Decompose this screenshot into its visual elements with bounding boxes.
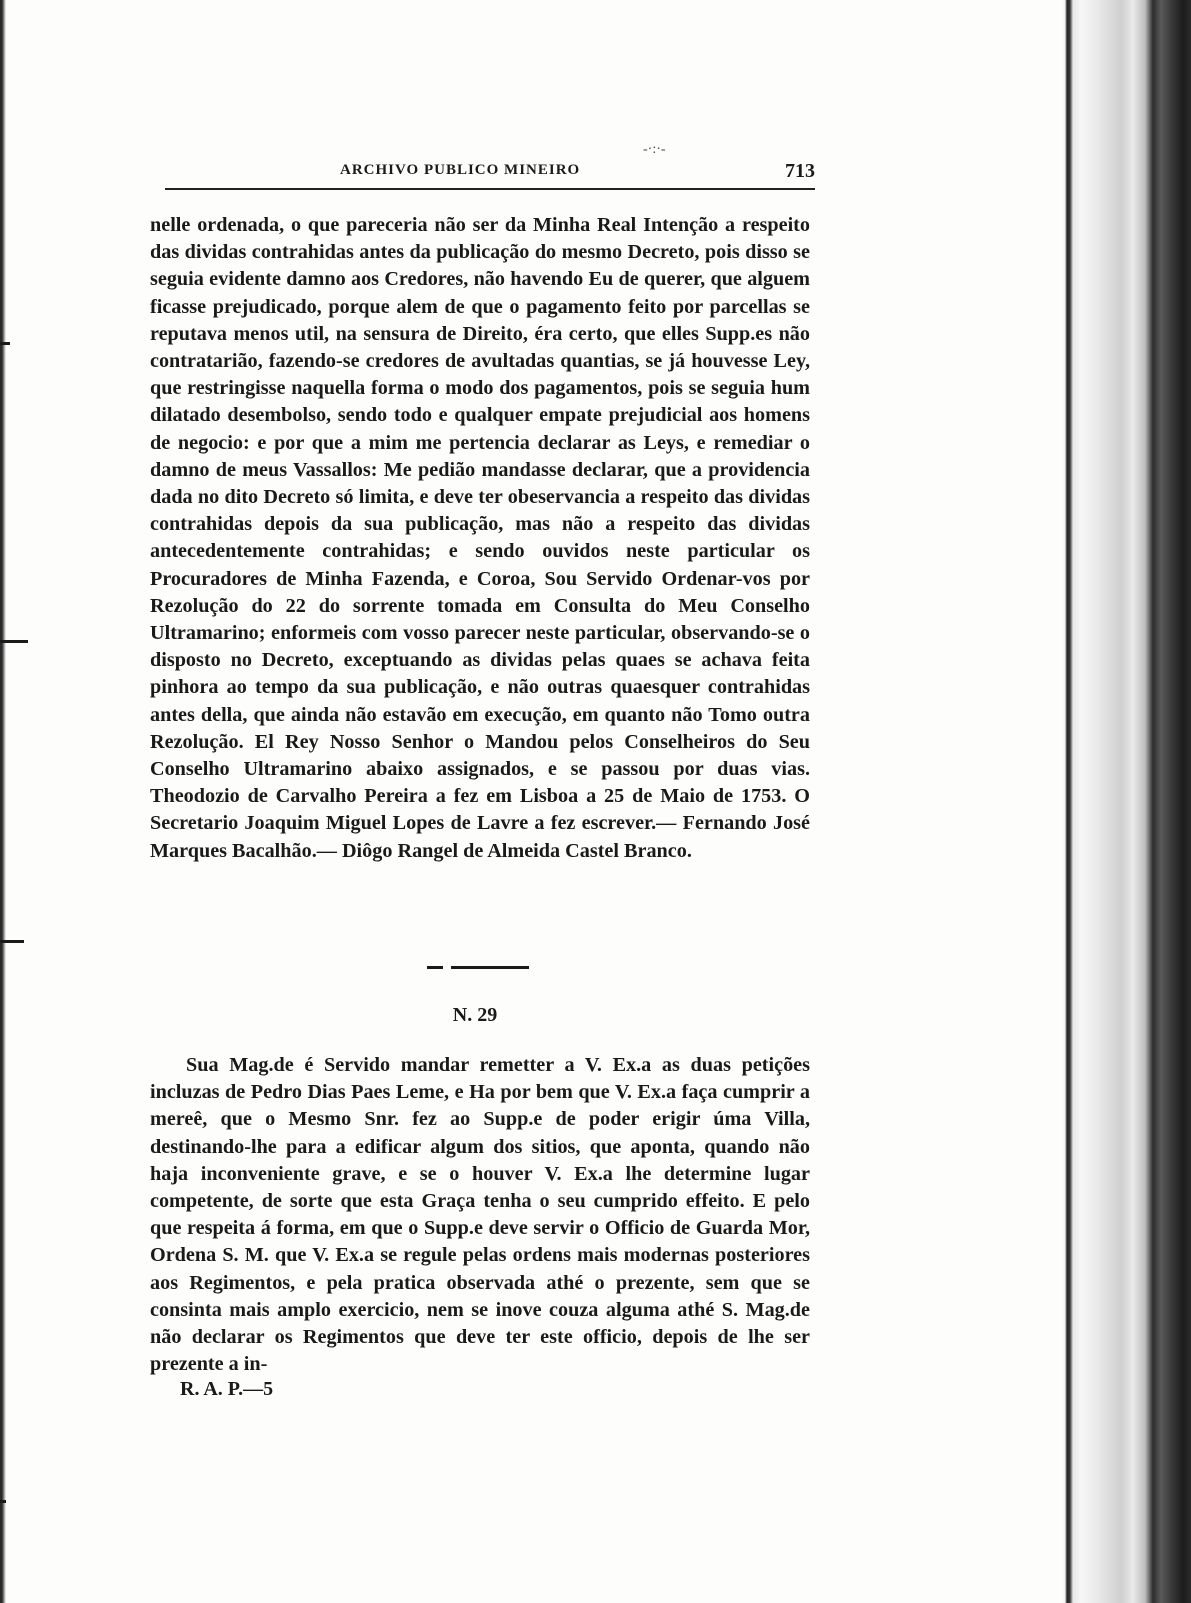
scan-edge-mark	[0, 940, 24, 943]
book-binding-edge	[1061, 0, 1191, 1603]
separator-dash	[427, 966, 443, 969]
scan-edge-mark	[0, 640, 28, 643]
signature-mark: R. A. P.—5	[180, 1378, 274, 1400]
document-number: N. 29	[452, 1004, 498, 1026]
page-header	[165, 142, 815, 190]
paragraph: nelle ordenada, o que pareceria não ser da Minha Real Intenção a respeito das dividas contrahidas antes da publicação do mesmo Decreto, pois disso se seguia evidente damno aos Credores, não havendo Eu de querer, que alguem ficasse prejudicado, porque alem de que o pagamento feito por parcellas se reputava menos util, na sensura de Direito, éra certo, que elles Supp.es não contratarião, fazendo-se credores de avultadas quantias, se já houvesse Ley, que restringisse naquella forma o modo dos pagamentos, pois se seguia hum dilatado desembolso, sendo todo e qualquer empate prejudicial aos homens de negocio: e por que a mim me pertencia declarar as Leys, e remediar o damno de meus Vassallos: Me pedião mandasse declarar, que a providencia dada no dito Decreto só limita, e deve ter obeservancia a respeito das dividas contrahidas depois da sua publicação, mas não a respeito das dividas antecedentemente contrahidas; e sendo ouvidos neste particular os Procuradores de Minha Fazenda, e Coroa, Sou Servido Ordenar-vos por Rezolução do 22 do sorrente tomada em Consulta do Meu Conselho Ultramarino; enformeis com vosso parecer neste particular, observando-se o disposto no Decreto, exceptuando as dividas pelas quaes se achava feita pinhora ao tempo da sua publicação, e não outras quaesquer contrahidas antes della, que ainda não estavão em execução, em quanto não Tomo outra Rezolução. El Rey Nosso Senhor o Mandou pelos Conselheiros do Seu Conselho Ultramarino abaixo assignados, e se passou por duas vias. Theodozio de Carvalho Pereira a fez em Lisboa a 25 de Maio de 1753. O Secretario Joaquim Miguel Lopes de Lavre a fez escrever.— Fernando José Marques Bacalhão.— Diôgo Rangel de Almeida Castel Branco.	[150, 214, 810, 862]
scan-left-edge	[0, 0, 6, 1603]
section-separator	[427, 966, 529, 969]
scan-edge-mark	[0, 342, 10, 345]
scan-edge-mark	[0, 1500, 6, 1503]
body-text-1	[150, 212, 810, 865]
header-rule	[165, 188, 815, 190]
separator-line	[451, 966, 529, 969]
page-number: 713	[785, 160, 815, 182]
body-text-2	[150, 1052, 810, 1378]
running-head: ARCHIVO PUBLICO MINEIRO	[340, 162, 581, 178]
paragraph: Sua Mag.de é Servido mandar remetter a V. Ex.a as duas petições incluzas de Pedro Dias Paes Leme, e Ha por bem que V. Ex.a faça cumprir a mereê, que o Mesmo Snr. fez ao Supp.e de poder erigir úma Villa, destinando-lhe para a edificar algum dos sitios, que aponta, quando não haja inconveniente grave, e se o houver V. Ex.a lhe determine lugar competente, de sorte que esta Graça tenha o seu cumprido effeito. E pelo que respeita á forma, em que o Supp.e deve servir o Officio de Guarda Mor, Ordena S. M. que V. Ex.a se regule pelas ordens mais modernas posteriores aos Regimentos, e pela pratica observada athé o prezente, sem que se consinta mais amplo exercicio, nem se inove couza alguma athé S. Mag.de não declarar os Regimentos que deve ter este officio, depois de lhe ser prezente a in-	[150, 1054, 810, 1376]
printer-mark: -·:·-	[643, 142, 666, 157]
